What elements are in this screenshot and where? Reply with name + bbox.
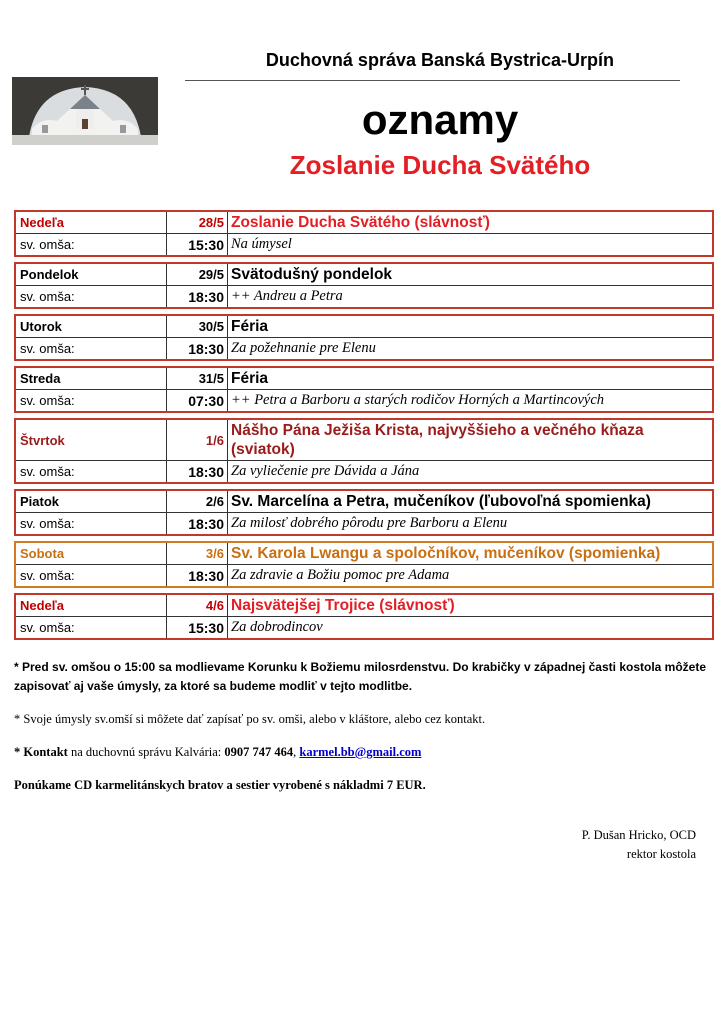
- day-name: Nedeľa: [20, 215, 65, 230]
- day-block-saturday: [14, 541, 714, 588]
- mass-time: 18:30: [166, 461, 228, 482]
- mass-intention: ++ Andreu a Petra: [231, 288, 343, 304]
- day-block-sunday-2: [14, 593, 714, 640]
- parish-name: Duchovná správa Banská Bystrica-Urpín: [265, 50, 615, 70]
- mass-time: 07:30: [166, 390, 228, 411]
- header-rule: [185, 80, 680, 81]
- day-name: Piatok: [20, 494, 60, 509]
- day-name: Nedeľa: [20, 598, 65, 613]
- mass-intention: Za zdravie a Božiu pomoc pre Adama: [231, 567, 450, 583]
- mass-time: 15:30: [166, 234, 228, 255]
- day-date: 4/6: [166, 595, 228, 616]
- day-block-wednesday: [14, 366, 714, 413]
- mass-intention: Za požehnanie pre Elenu: [231, 340, 376, 356]
- mass-label: sv. omša:: [20, 464, 75, 479]
- mass-intention: Za milosť dobrého pôrodu pre Barboru a Elenu: [231, 515, 508, 531]
- signature: [582, 826, 696, 864]
- note-contact: [14, 743, 710, 762]
- mass-intention: Za dobrodincov: [231, 619, 323, 635]
- note-intentions: * Svoje úmysly sv.omší si môžete dať zapísať po sv. omši, alebo v kláštore, alebo cez kontakt.: [14, 712, 486, 726]
- mass-time: 18:30: [166, 565, 228, 586]
- mass-label: sv. omša:: [20, 341, 75, 356]
- contact-label: * Kontakt: [14, 745, 68, 759]
- mass-label: sv. omša:: [20, 289, 75, 304]
- day-date: 1/6: [166, 420, 228, 460]
- mass-label: sv. omša:: [20, 393, 75, 408]
- mass-intention: ++ Petra a Barboru a starých rodičov Horných a Martincových: [231, 392, 604, 408]
- mass-label: sv. omša:: [20, 620, 75, 635]
- mass-intention: Za vyliečenie pre Dávida a Jána: [231, 463, 420, 479]
- signature-role: rektor kostola: [626, 847, 696, 861]
- day-name: Štvrtok: [20, 432, 65, 448]
- mass-label: sv. omša:: [20, 516, 75, 531]
- feast-name: Najsvätejšej Trojice (slávnosť): [231, 597, 455, 614]
- day-date: 29/5: [166, 264, 228, 285]
- schedule-table: [14, 210, 714, 645]
- day-date: 31/5: [166, 368, 228, 389]
- note-rosary: * Pred sv. omšou o 15:00 sa modlievame Korunku k Božiemu milosrdenstvu. Do krabičky v západnej časti kostola môžete zapisovať aj vaše úmysly, za ktoré sa budeme modliť v tejto modlitbe.: [14, 660, 707, 693]
- contact-separator: ,: [293, 745, 300, 759]
- contact-phone: 0907 747 464: [224, 745, 294, 759]
- day-block-sunday-1: [14, 210, 714, 257]
- feast-name: Féria: [231, 370, 269, 387]
- page-title: oznamy: [361, 96, 519, 143]
- note-cd-offer: Ponúkame CD karmelitánskych bratov a sestier vyrobené s nákladmi 7 EUR.: [14, 778, 426, 792]
- day-date: 3/6: [166, 543, 228, 564]
- day-name: Sobota: [20, 546, 65, 561]
- day-name: Streda: [20, 371, 61, 386]
- feast-name: Zoslanie Ducha Svätého (slávnosť): [231, 214, 490, 231]
- day-block-friday: [14, 489, 714, 536]
- mass-label: sv. omša:: [20, 568, 75, 583]
- day-date: 28/5: [166, 212, 228, 233]
- signature-name: P. Dušan Hricko, OCD: [581, 828, 696, 842]
- feast-name: Sv. Karola Lwangu a spoločníkov, mučeníkov (spomienka): [231, 545, 661, 562]
- notes-section: [14, 658, 710, 809]
- church-photo: [12, 77, 158, 145]
- day-block-monday: [14, 262, 714, 309]
- day-date: 30/5: [166, 316, 228, 337]
- mass-time: 18:30: [166, 513, 228, 534]
- mass-time: 15:30: [166, 617, 228, 638]
- mass-time: 18:30: [166, 286, 228, 307]
- day-block-thursday: [14, 418, 714, 484]
- day-block-tuesday: [14, 314, 714, 361]
- contact-email-link[interactable]: karmel.bb@gmail.com: [299, 745, 422, 759]
- feast-name: Svätodušný pondelok: [231, 266, 393, 283]
- day-name: Utorok: [20, 319, 62, 334]
- feast-name: Sv. Marcelína a Petra, mučeníkov (ľubovoľná spomienka): [231, 493, 651, 510]
- feast-name: Nášho Pána Ježiša Krista, najvyššieho a večného kňaza (sviatok): [231, 422, 644, 458]
- mass-intention: Na úmysel: [231, 236, 292, 252]
- day-name: Pondelok: [20, 267, 79, 282]
- mass-label: sv. omša:: [20, 237, 75, 252]
- mass-time: 18:30: [166, 338, 228, 359]
- feast-name: Féria: [231, 318, 269, 335]
- contact-text: na duchovnú správu Kalvária:: [67, 745, 225, 759]
- day-date: 2/6: [166, 491, 228, 512]
- page-subtitle: Zoslanie Ducha Svätého: [289, 150, 591, 180]
